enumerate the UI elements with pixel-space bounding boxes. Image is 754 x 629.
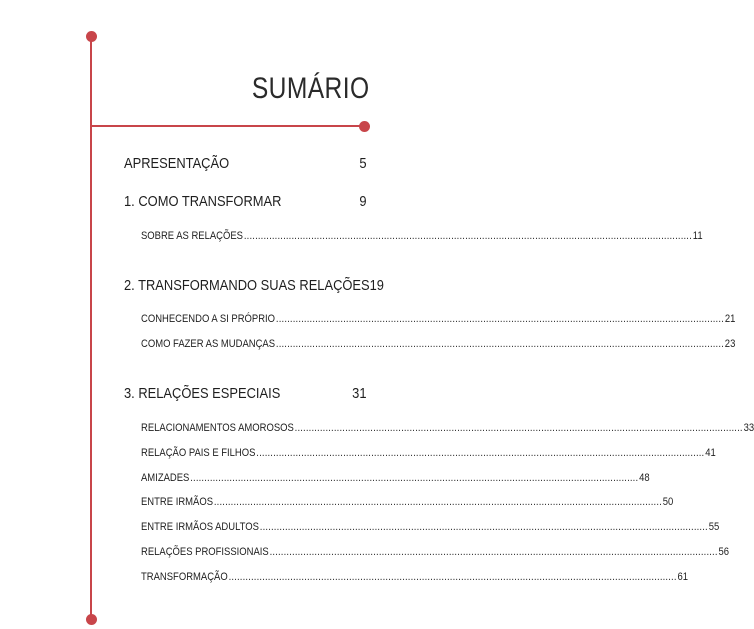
- toc-section-page: 9: [359, 193, 367, 210]
- toc-subentry-page: 11: [692, 230, 703, 242]
- dot-leader: ................................................................................................................................................................: [269, 546, 718, 558]
- rule-top-dot: [86, 31, 97, 42]
- toc-section-2: [124, 277, 384, 294]
- vertical-rule: [90, 36, 92, 620]
- dot-leader: ................................................................................................................................................................: [275, 313, 724, 325]
- title-underline: [92, 125, 362, 127]
- toc-subentry: [141, 447, 716, 459]
- toc-subentry-page: 33: [743, 422, 754, 434]
- toc-subentry: [141, 496, 674, 508]
- toc-subentry: [141, 230, 703, 242]
- dot-leader: ................................................................................................................................................................: [256, 447, 705, 459]
- dot-leader: ................................................................................................................................................................: [259, 521, 708, 533]
- toc-subentry-label: SOBRE AS RELAÇÕES: [141, 230, 244, 242]
- toc-subentry-page: 23: [724, 338, 736, 350]
- toc-subentry: [141, 546, 730, 558]
- dot-leader: ................................................................................................................................................................: [213, 496, 662, 508]
- toc-subentry: [141, 422, 754, 434]
- toc-section-page: 19: [369, 277, 384, 294]
- toc-subentry-label: AMIZADES: [141, 472, 190, 484]
- toc-subentry: [141, 313, 736, 325]
- rule-bottom-dot: [86, 614, 97, 625]
- toc-entry-label: APRESENTAÇÃO: [124, 155, 230, 172]
- toc-section-page: 31: [352, 385, 367, 402]
- dot-leader: ................................................................................................................................................................: [228, 571, 677, 583]
- toc-subentry: [141, 338, 736, 350]
- toc-subentry-label: RELACIONAMENTOS AMOROSOS: [141, 422, 294, 434]
- toc-subentry-label: TRANSFORMAÇÃO: [141, 571, 228, 583]
- toc-subentry-label: RELAÇÕES PROFISSIONAIS: [141, 546, 269, 558]
- toc-section-1: [124, 193, 367, 210]
- toc-subentry-page: 50: [662, 496, 674, 508]
- toc-subentry-page: 55: [708, 521, 720, 533]
- toc-subentry-page: 48: [639, 472, 650, 484]
- toc-subentry: [141, 571, 689, 583]
- toc-subentry-page: 61: [677, 571, 689, 583]
- toc-subentry: [141, 521, 720, 533]
- toc-subentry-page: 56: [718, 546, 730, 558]
- toc-entry-page: 5: [359, 155, 367, 172]
- toc-subentry-label: CONHECENDO A SI PRÓPRIO: [141, 313, 276, 325]
- toc-subentry-page: 41: [705, 447, 716, 459]
- underline-end-dot: [359, 121, 370, 132]
- toc-section-label: 2. TRANSFORMANDO SUAS RELAÇÕES: [124, 277, 370, 294]
- toc-entry-apresentacao: [124, 155, 367, 172]
- dot-leader: ................................................................................................................................................................: [275, 338, 724, 350]
- toc-section-label: 3. RELAÇÕES ESPECIAIS: [124, 385, 281, 402]
- toc-subentry-label: ENTRE IRMÃOS: [141, 496, 214, 508]
- dot-leader: ................................................................................................................................................................: [190, 472, 639, 484]
- dot-leader: ................................................................................................................................................................: [243, 230, 692, 242]
- toc-section-3: [124, 385, 367, 402]
- toc-subentry-label: COMO FAZER AS MUDANÇAS: [141, 338, 276, 350]
- toc-section-label: 1. COMO TRANSFORMAR: [124, 193, 282, 210]
- page-title: SUMÁRIO: [252, 72, 370, 105]
- toc-subentry-label: ENTRE IRMÃOS ADULTOS: [141, 521, 259, 533]
- dot-leader: ................................................................................................................................................................: [294, 422, 743, 434]
- toc-subentry-label: RELAÇÃO PAIS E FILHOS: [141, 447, 256, 459]
- toc-subentry: [141, 472, 650, 484]
- toc-subentry-page: 21: [724, 313, 736, 325]
